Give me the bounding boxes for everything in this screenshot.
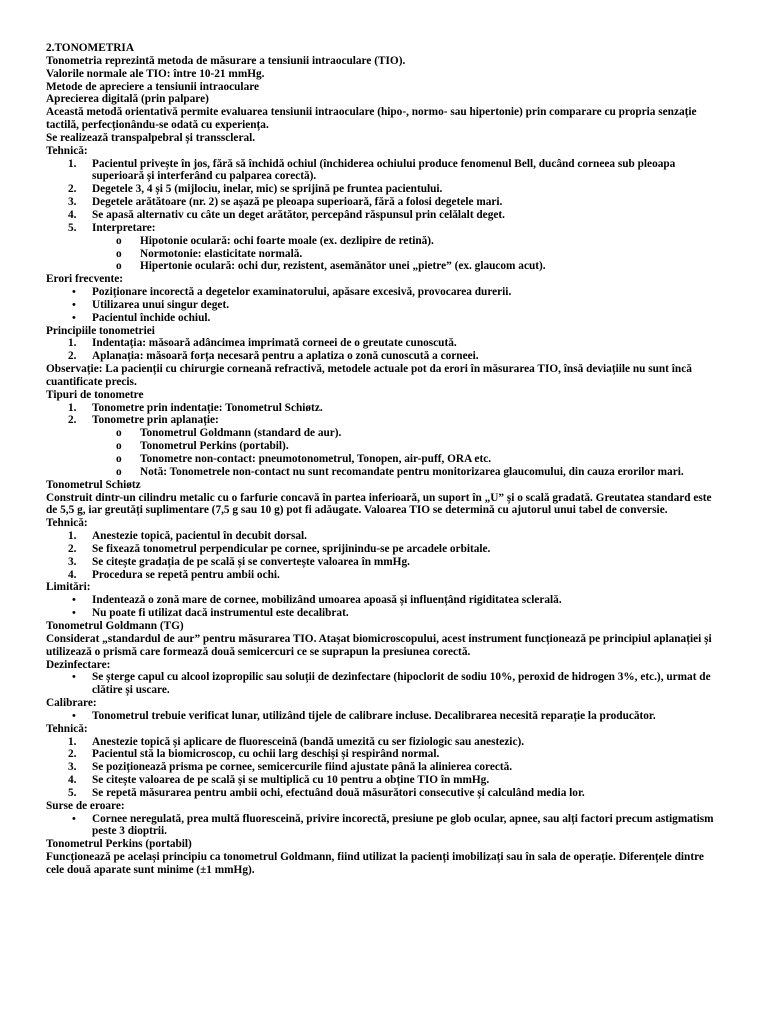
list-marker: 3.	[68, 196, 77, 209]
list-text: Indentația: măsoară adâncimea imprimată corneei de o greutate cunoscută.	[92, 337, 457, 350]
subheading: Surse de eroare:	[46, 799, 125, 812]
subheading: Dezinfectare:	[46, 658, 111, 671]
sub-list-marker: o	[116, 465, 122, 478]
list-marker: 2.	[68, 414, 77, 427]
intro-line: Valorile normale ale TIO: între 10-21 mmHg.	[46, 67, 265, 80]
list-item	[46, 209, 716, 222]
intro-line: Tonometria reprezintă metoda de măsurare a tensiunii intraoculare (TIO).	[46, 54, 406, 67]
bullet-item	[46, 312, 716, 325]
list-item	[46, 530, 716, 543]
list-item	[46, 222, 716, 235]
section-heading: Tonometrul Goldmann (TG)	[46, 619, 184, 632]
list-marker: 5.	[68, 786, 77, 799]
sub-list-marker: o	[116, 234, 122, 247]
list-text: Hipotonie oculară: ochi foarte moale (ex. dezlipire de retină).	[140, 234, 434, 247]
list-text: Tonometrul trebuie verificat lunar, utilizând tijele de calibrare incluse. Decalibrarea necesită reparație la producător.	[92, 709, 656, 722]
list-marker: 3.	[68, 555, 77, 568]
list-text: Normotonie: elasticitate normală.	[140, 247, 303, 260]
subheading: Calibrare:	[46, 697, 97, 710]
list-text: Hipertonie oculară: ochi dur, rezistent, asemănător unei „pietre” (ex. glaucom acut).	[140, 260, 546, 273]
subheading: Tehnică:	[46, 144, 88, 157]
bullet-marker: •	[72, 607, 76, 620]
sub-list-marker: o	[116, 260, 122, 273]
list-text: Tonometre prin aplanație:	[92, 414, 219, 427]
section-heading: Principiile tonometriei	[46, 324, 155, 337]
sub-list-item	[46, 427, 716, 440]
list-text: Interpretare:	[92, 221, 156, 234]
bullet-marker: •	[72, 594, 76, 607]
sub-list-item	[46, 235, 716, 248]
list-text: Pacientul stă la biomicroscop, cu ochii larg deschiși și respirând normal.	[92, 748, 440, 761]
list-item	[46, 543, 716, 556]
bullet-item	[46, 299, 716, 312]
list-marker: 5.	[68, 221, 77, 234]
paragraph: Funcționează pe același principiu ca tonometrul Goldmann, fiind utilizat la pacienți imobilizați sau în sala de operație. Diferențele dintre cele două aparate sunt minime (±1 mmHg).	[46, 851, 704, 876]
list-item	[46, 196, 716, 209]
sub-list-item	[46, 440, 716, 453]
list-marker: 2.	[68, 748, 77, 761]
list-marker: 4.	[68, 568, 77, 581]
bullet-item	[46, 671, 716, 697]
section-heading: Tonometrul Schiøtz	[46, 478, 141, 491]
sub-list-item	[46, 260, 716, 273]
sub-list-marker: o	[116, 453, 122, 465]
list-text: Degetele 3, 4 și 5 (mijlociu, inelar, mic) se sprijină pe fruntea pacientului.	[92, 183, 443, 196]
subheading: Tehnică:	[46, 517, 88, 530]
sub-list-marker: o	[116, 427, 122, 440]
observation-paragraph: Observație: La pacienții cu chirurgie corneană refractivă, metodele actuale pot da erori în măsurarea TIO, însă deviațiile nu sunt încă cuantificate precis.	[46, 363, 692, 388]
list-marker: 2.	[68, 350, 77, 363]
bullet-marker: •	[72, 311, 76, 324]
list-item	[46, 774, 716, 787]
list-text: Se citește gradația de pe scală și se convertește valoarea în mmHg.	[92, 555, 410, 568]
subheading: Tehnică:	[46, 722, 88, 735]
list-item	[46, 761, 716, 774]
list-marker: 1.	[68, 735, 77, 748]
bullet-marker: •	[72, 709, 76, 722]
list-text: Tonometre non-contact: pneumotonometrul, Tonopen, air-puff, ORA etc.	[140, 453, 492, 465]
list-text: Procedura se repetă pentru ambii ochi.	[92, 568, 280, 581]
bullet-item	[46, 710, 716, 723]
bullet-marker: •	[72, 671, 76, 684]
bullet-item	[46, 594, 716, 607]
paragraph: Această metodă orientativă permite evaluarea tensiunii intraoculare (hipo-, normo- sau hipertonie) prin comparare cu propria senzație tactilă, perfecționându-se odată cu experiența.	[46, 106, 697, 132]
list-text: Poziționare incorectă a degetelor examinatorului, apăsare excesivă, provocarea durerii.	[92, 286, 512, 299]
list-text: Anestezie topică, pacientul în decubit dorsal.	[92, 530, 307, 543]
list-text: Se poziționează prisma pe cornee, semicercurile fiind ajustate până la alinierea corectă.	[92, 761, 513, 774]
bullet-item	[46, 286, 716, 299]
sub-list-item	[46, 466, 716, 479]
subheading: Erori frecvente:	[46, 273, 124, 286]
list-text: Tonometre prin indentație: Tonometrul Schiøtz.	[92, 401, 323, 414]
list-text: Pacientul privește în jos, fără să închidă ochiul (închiderea ochiului produce fenomenul Bell, ducând corneea sub pleoapa superioară și interferând cu palparea corectă).	[92, 157, 676, 183]
bullet-marker: •	[72, 298, 76, 311]
list-marker: 2.	[68, 542, 77, 555]
list-item	[46, 158, 716, 184]
sub-list-item	[46, 248, 716, 261]
paragraph: Considerat „standardul de aur” pentru măsurarea TIO. Atașat biomicroscopului, acest instrument funcționează pe principiul aplanației și utilizează o prismă care formează două semicercuri ce se suprapun la presiunea corectă.	[46, 632, 712, 658]
bullet-marker: •	[72, 812, 76, 825]
sub-list-item	[46, 453, 716, 466]
list-item	[46, 787, 716, 800]
section-heading: Metode de apreciere a tensiunii intraoculare	[46, 80, 260, 93]
list-marker: 2.	[68, 183, 77, 196]
list-text: Aplanația: măsoară forța necesară pentru a aplatiza o zonă cunoscută a corneei.	[92, 350, 479, 363]
section-heading: Aprecierea digitală (prin palpare)	[46, 93, 209, 106]
list-text: Degetele arătătoare (nr. 2) se așază pe pleoapa superioară, fără a folosi degetele mari.	[92, 196, 503, 209]
list-marker: 1.	[68, 401, 77, 414]
list-text: Utilizarea unui singur deget.	[92, 298, 230, 311]
list-item	[46, 337, 716, 350]
list-marker: 1.	[68, 530, 77, 543]
list-marker: 1.	[68, 157, 77, 170]
list-item	[46, 183, 716, 196]
sub-list-marker: o	[116, 440, 122, 453]
list-text: Tonometrul Goldmann (standard de aur).	[140, 427, 342, 440]
section-heading: Tipuri de tonometre	[46, 388, 144, 401]
section-heading: Tonometrul Perkins (portabil)	[46, 838, 192, 851]
list-text: Notă: Tonometrele non-contact nu sunt recomandate pentru monitorizarea glaucomului, din cauza erorilor mari.	[140, 465, 684, 478]
subheading: Limitări:	[46, 581, 91, 594]
bullet-marker: •	[72, 286, 76, 299]
list-text: Se fixează tonometrul perpendicular pe cornee, sprijinindu-se pe arcadele orbitale.	[92, 542, 491, 555]
list-item	[46, 748, 716, 761]
list-item	[46, 736, 716, 749]
bullet-item	[46, 813, 716, 839]
sub-list-marker: o	[116, 247, 122, 260]
list-text: Pacientul închide ochiul.	[92, 311, 211, 324]
list-text: Se citește valoarea de pe scală și se multiplică cu 10 pentru a obține TIO în mmHg.	[92, 774, 490, 787]
list-text: Se apasă alternativ cu câte un deget arătător, percepând răspunsul prin celălalt deget.	[92, 208, 505, 221]
list-text: Se repetă măsurarea pentru ambii ochi, efectuând două măsurători consecutive și calculând media lor.	[92, 786, 585, 799]
paragraph: Se realizează transpalpebral și transscleral.	[46, 131, 256, 144]
list-item	[46, 414, 716, 427]
list-marker: 4.	[68, 774, 77, 787]
list-item	[46, 556, 716, 569]
list-item	[46, 569, 716, 582]
list-text: Se șterge capul cu alcool izopropilic sau soluții de dezinfectare (hipoclorit de sodiu 10%, peroxid de hidrogen 3%, etc.), urmat de clătire și uscare.	[92, 671, 711, 697]
list-item	[46, 402, 716, 415]
list-text: Cornee neregulată, prea multă fluoresceină, privire incorectă, presiune pe glob ocular, apnee, sau alți factori precum astigmatism peste 3 dioptrii.	[92, 812, 714, 838]
list-text: Tonometrul Perkins (portabil).	[140, 440, 289, 453]
list-marker: 1.	[68, 337, 77, 350]
list-text: Anestezie topică și aplicare de fluoresceină (bandă umezită cu ser fiziologic sau anestezic).	[92, 735, 525, 748]
bullet-item	[46, 607, 716, 620]
list-marker: 3.	[68, 761, 77, 774]
doc-title: 2.TONOMETRIA	[46, 42, 134, 54]
list-text: Nu poate fi utilizat dacă instrumentul este decalibrat.	[92, 607, 349, 620]
list-text: Indentează o zonă mare de cornee, mobilizând umoarea apoasă și influențând rigiditatea sclerală.	[92, 594, 562, 607]
list-marker: 4.	[68, 208, 77, 221]
list-item	[46, 350, 716, 363]
paragraph: Construit dintr-un cilindru metalic cu o farfurie concavă în partea inferioară, un suport în „U” și o scală gradată. Greutatea standard este de 5,5 g, iar greutăți suplimentare (7,5 g sau 10 g) pot fi adăugate. Valoarea TIO se determină cu ajutorul unui tabel de conversie.	[46, 491, 712, 517]
